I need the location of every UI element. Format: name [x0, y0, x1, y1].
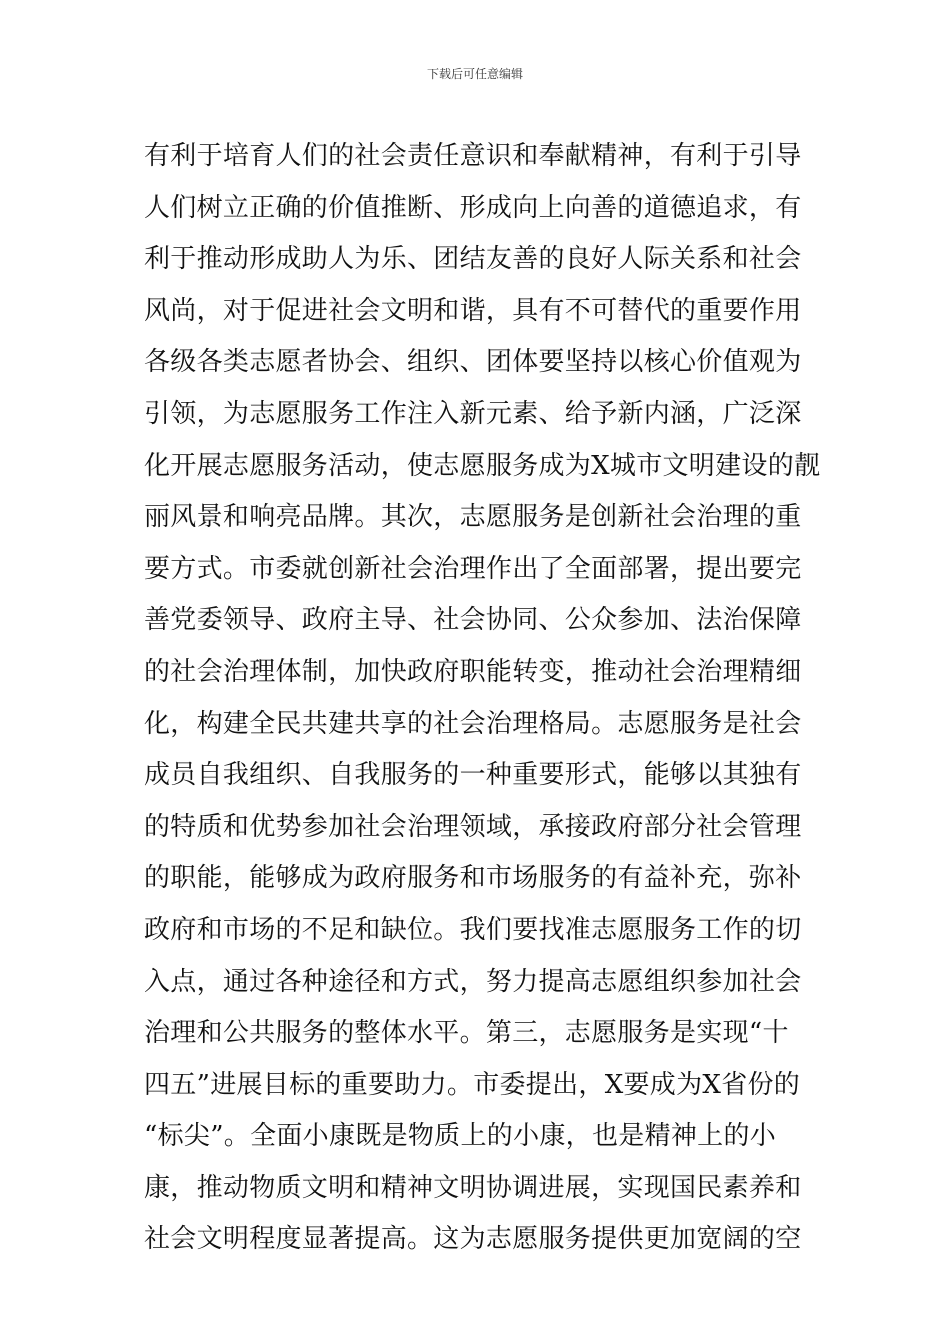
text-line: 引领，为志愿服务工作注入新元素、给予新内涵，广泛深 [144, 398, 802, 429]
text-line: 要方式。市委就创新社会治理作出了全面部署，提出要完 [144, 553, 802, 584]
text-line: 四五”进展目标的重要助力。市委提出，X要成为X省份的 [144, 1069, 801, 1100]
text-line: 有利于培育人们的社会责任意识和奉献精神，有利于引导 [144, 141, 802, 171]
page-header: 下载后可任意编辑 [426, 67, 523, 81]
text-line: 社会文明程度显著提高。这为志愿服务提供更加宽阔的空 [144, 1224, 802, 1255]
text-line: 政府和市场的不足和缺位。我们要找准志愿服务工作的切 [144, 914, 802, 945]
text-line: 成员自我组织、自我服务的一种重要形式，能够以其独有 [144, 760, 802, 791]
text-line: “标尖”。全面小康既是物质上的小康，也是精神上的小 [144, 1121, 777, 1152]
text-line: 入点，通过各种途径和方式，努力提高志愿组织参加社会 [144, 966, 802, 997]
text-line: 风尚，对于促进社会文明和谐，具有不可替代的重要作用 [144, 295, 802, 326]
text-line: 各级各类志愿者协会、组织、团体要坚持以核心价值观为 [144, 347, 802, 378]
text-line: 人们树立正确的价值推断、形成向上向善的道德追求，有 [144, 192, 802, 223]
text-line: 化开展志愿服务活动，使志愿服务成为X城市文明建设的靓 [144, 450, 821, 481]
text-line: 利于推动形成助人为乐、团结友善的良好人际关系和社会 [144, 244, 802, 275]
text-line: 康，推动物质文明和精神文明协调进展，实现国民素养和 [144, 1172, 802, 1203]
text-line: 丽风景和响亮品牌。其次，志愿服务是创新社会治理的重 [144, 502, 802, 533]
text-line: 的职能，能够成为政府服务和市场服务的有益补充，弥补 [144, 863, 802, 894]
text-line: 的社会治理体制，加快政府职能转变，推动社会治理精细 [144, 656, 802, 687]
text-line: 化，构建全民共建共享的社会治理格局。志愿服务是社会 [144, 708, 802, 739]
text-line: 治理和公共服务的整体水平。第三，志愿服务是实现“十 [144, 1018, 789, 1049]
body-text [144, 131, 821, 1266]
text-line: 的特质和优势参加社会治理领域，承接政府部分社会管理 [144, 811, 802, 842]
text-line: 善党委领导、政府主导、社会协同、公众参加、法治保障 [144, 605, 802, 636]
